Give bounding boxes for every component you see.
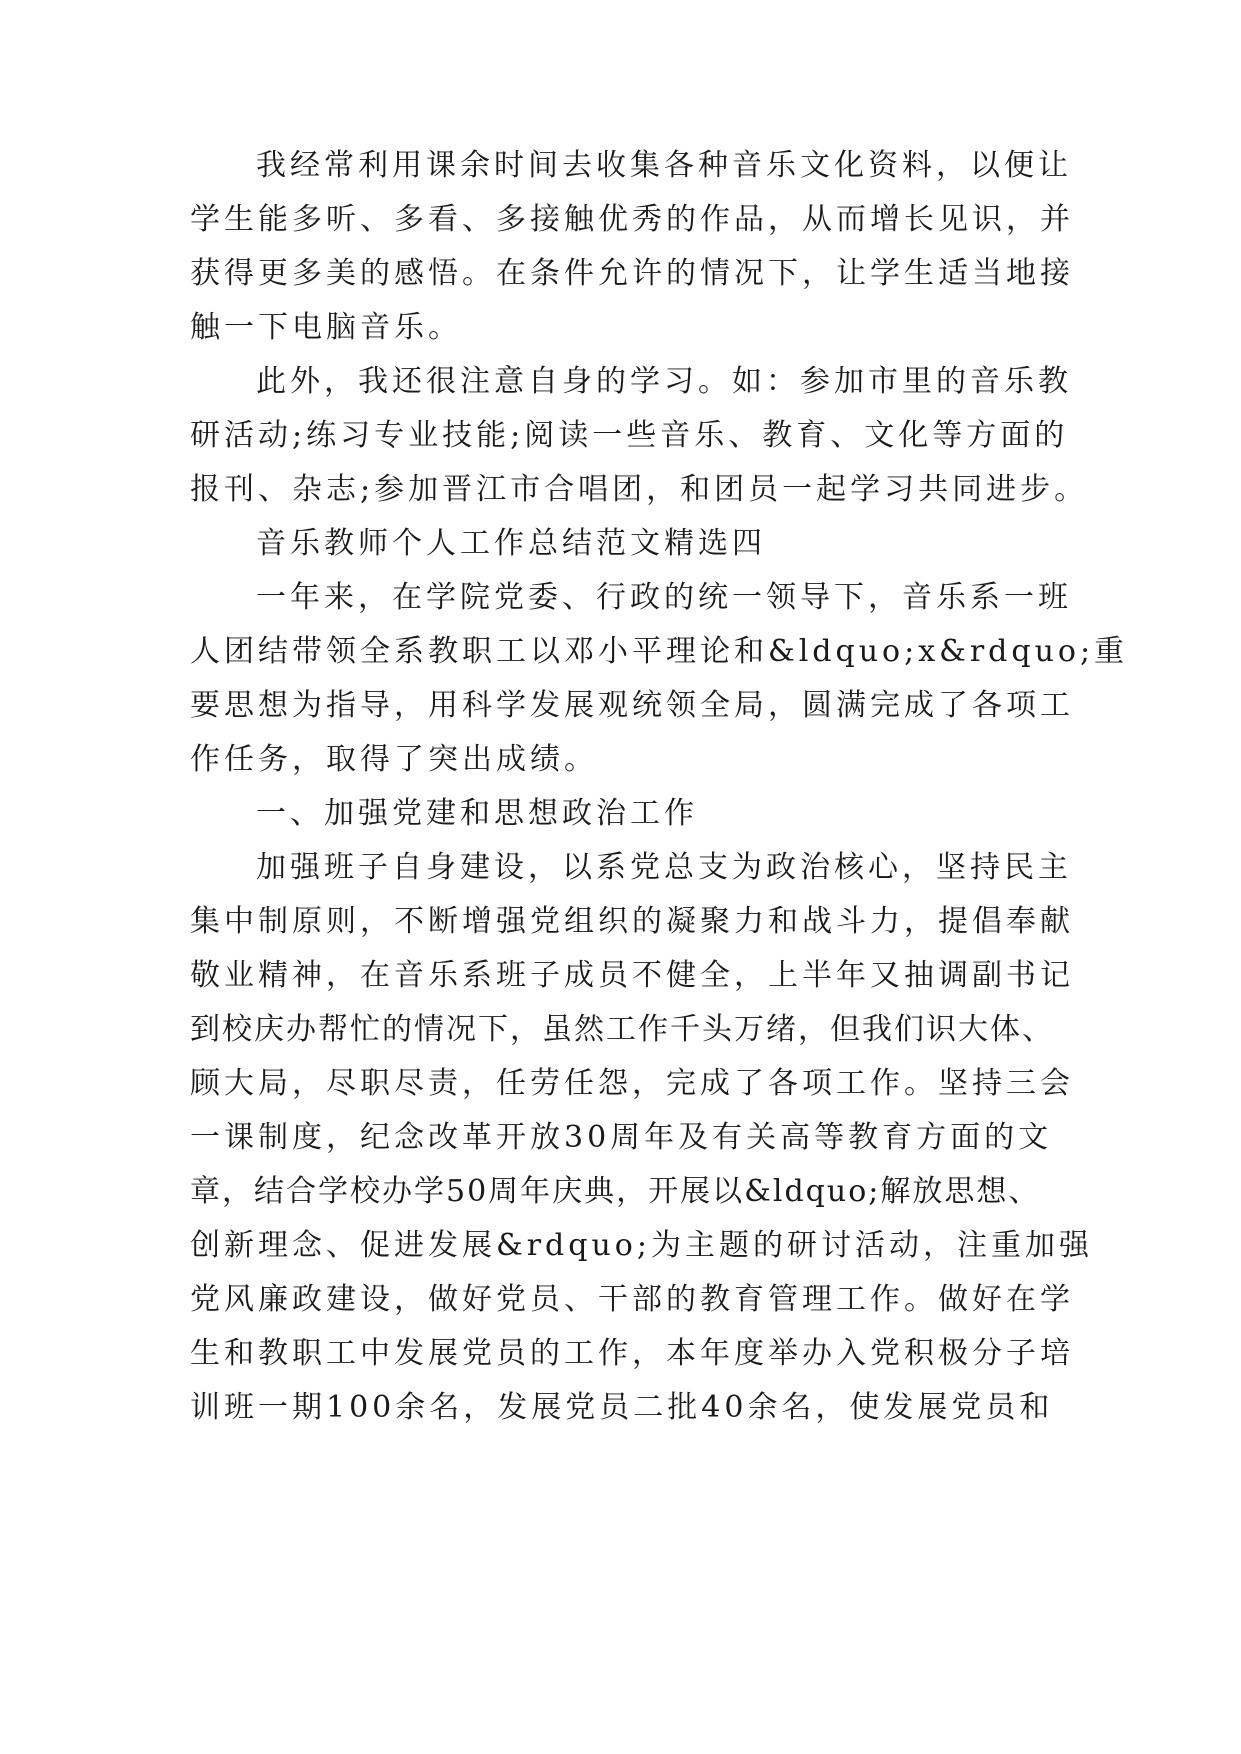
text-line: 一年来，在学院党委、行政的统一领导下，音乐系一班 xyxy=(256,580,1072,615)
text-line: 一课制度，纪念改革开放30周年及有关高等教育方面的文 xyxy=(190,1120,1053,1155)
text-line: 创新理念、促进发展&rdquo;为主题的研讨活动，注重加强 xyxy=(190,1228,1093,1263)
text-line: 党风廉政建设，做好党员、干部的教育管理工作。做好在学 xyxy=(190,1282,1074,1317)
text-line: 此外，我还很注意自身的学习。如：参加市里的音乐教 xyxy=(256,364,1072,399)
text-line: 敬业精神，在音乐系班子成员不健全，上半年又抽调副书记 xyxy=(190,958,1074,993)
text-line: 作任务，取得了突出成绩。 xyxy=(190,742,598,777)
text-line: 顾大局，尽职尽责，任劳任怨，完成了各项工作。坚持三会 xyxy=(190,1066,1074,1101)
text-line: 集中制原则，不断增强党组织的凝聚力和战斗力，提倡奉献 xyxy=(190,904,1074,939)
text-line: 学生能多听、多看、多接触优秀的作品，从而增长见识，并 xyxy=(190,202,1074,237)
text-line: 生和教职工中发展党员的工作，本年度举办入党积极分子培 xyxy=(190,1336,1074,1371)
text-line: 触一下电脑音乐。 xyxy=(190,310,462,345)
text-line: 研活动;练习专业技能;阅读一些音乐、教育、文化等方面的 xyxy=(190,418,1069,453)
text-line: 训班一期100余名，发展党员二批40余名，使发展党员和 xyxy=(190,1390,1054,1425)
text-line: 加强班子自身建设，以系党总支为政治核心，坚持民主 xyxy=(256,850,1072,885)
text-line: 到校庆办帮忙的情况下，虽然工作千头万绪，但我们识大体、 xyxy=(190,1012,1054,1047)
text-line: 要思想为指导，用科学发展观统领全局，圆满完成了各项工 xyxy=(190,688,1074,723)
text-line: 获得更多美的感悟。在条件允许的情况下，让学生适当地接 xyxy=(190,256,1074,291)
text-line: 我经常利用课余时间去收集各种音乐文化资料，以便让 xyxy=(256,148,1072,183)
text-line: 人团结带领全系教职工以邓小平理论和&ldquo;x&rdquo;重 xyxy=(190,634,1129,669)
text-line: 章，结合学校办学50周年庆典，开展以&ldquo;解放思想、 xyxy=(190,1174,1041,1209)
section-heading: 一、加强党建和思想政治工作 xyxy=(256,796,698,831)
text-line: 报刊、杂志;参加晋江市合唱团，和团员一起学习共同进步。 xyxy=(190,472,1089,507)
section-title: 音乐教师个人工作总结范文精选四 xyxy=(256,526,766,561)
